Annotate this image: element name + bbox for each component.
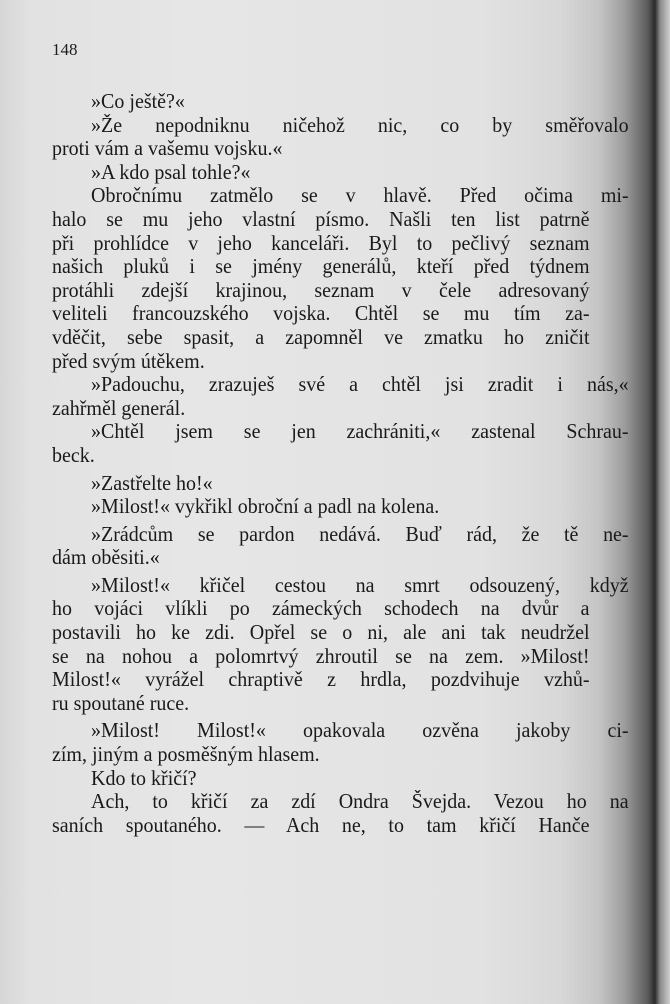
text-line: saních spoutaného. — Ach ne, to tam křičí Hanče [52, 813, 590, 837]
text-line: halo se mu jeho vlastní písmo. Našli ten list patrně [52, 207, 590, 231]
text-line: dám oběsiti.« [52, 545, 160, 570]
text-line: »A kdo psal tohle?« [91, 159, 251, 184]
text-line: beck. [52, 442, 95, 467]
text-line: Kdo to křičí? [91, 765, 197, 790]
text-line: se na nohou a polomrtvý zhroutil se na zem. »Milost! [52, 644, 590, 668]
text-line: našich pluků i se jmény generálů, kteří před týdnem [52, 255, 590, 279]
text-line: před svým útěkem. [52, 348, 205, 373]
text-line: vděčit, sebe spasit, a zapomněl ve zmatku ho zničit [52, 325, 590, 349]
text-line: zím, jiným a posměšným hlasem. [52, 742, 320, 767]
text-line: ho vojáci vlíkli po zámeckých schodech na dvůr a [52, 597, 590, 621]
text-line: »Chtěl jsem se jen zachrániti,« zastenal Schrau- [91, 420, 629, 444]
text-line: proti vám a vašemu vojsku.« [52, 136, 283, 161]
text-line: »Co ještě?« [91, 89, 185, 113]
text-line: veliteli francouzského vojska. Chtěl se mu tím za- [52, 302, 590, 326]
text-line: při prohlídce v jeho kanceláři. Byl to pečlivý seznam [52, 231, 590, 255]
text-line: »Že nepodniknu ničehož nic, co by směřovalo [91, 113, 629, 137]
text-line: »Milost!« křičel cestou na smrt odsouzený, když [91, 573, 629, 597]
text-line: »Zrádcům se pardon nedává. Buď rád, že tě ne- [91, 522, 629, 546]
text-line: Obročnímu zatmělo se v hlavě. Před očima mi- [91, 184, 629, 208]
text-line: postavili ho ke zdi. Opřel se o ni, ale ani tak neudržel [52, 621, 590, 645]
text-line: »Milost!« vykřikl obroční a padl na kolena. [91, 494, 440, 519]
text-line: ru spoutané ruce. [52, 690, 190, 715]
page-number: 148 [52, 40, 78, 59]
text-line: Milost!« vyrážel chraptivě z hrdla, pozdvihuje vzhů- [52, 668, 590, 692]
text-line: »Zastřelte ho!« [91, 470, 213, 495]
text-line: protáhli zdejší krajinou, seznam v čele adresovaný [52, 278, 590, 302]
text-line: zahřměl generál. [52, 395, 186, 420]
page-text [52, 89, 629, 837]
text-line: Ach, to křičí za zdí Ondra Švejda. Vezou ho na [91, 790, 629, 814]
text-line: »Milost! Milost!« opakovala ozvěna jakoby ci- [91, 719, 629, 743]
text-line: »Padouchu, zrazuješ své a chtěl jsi zradit i nás,« [91, 373, 629, 397]
